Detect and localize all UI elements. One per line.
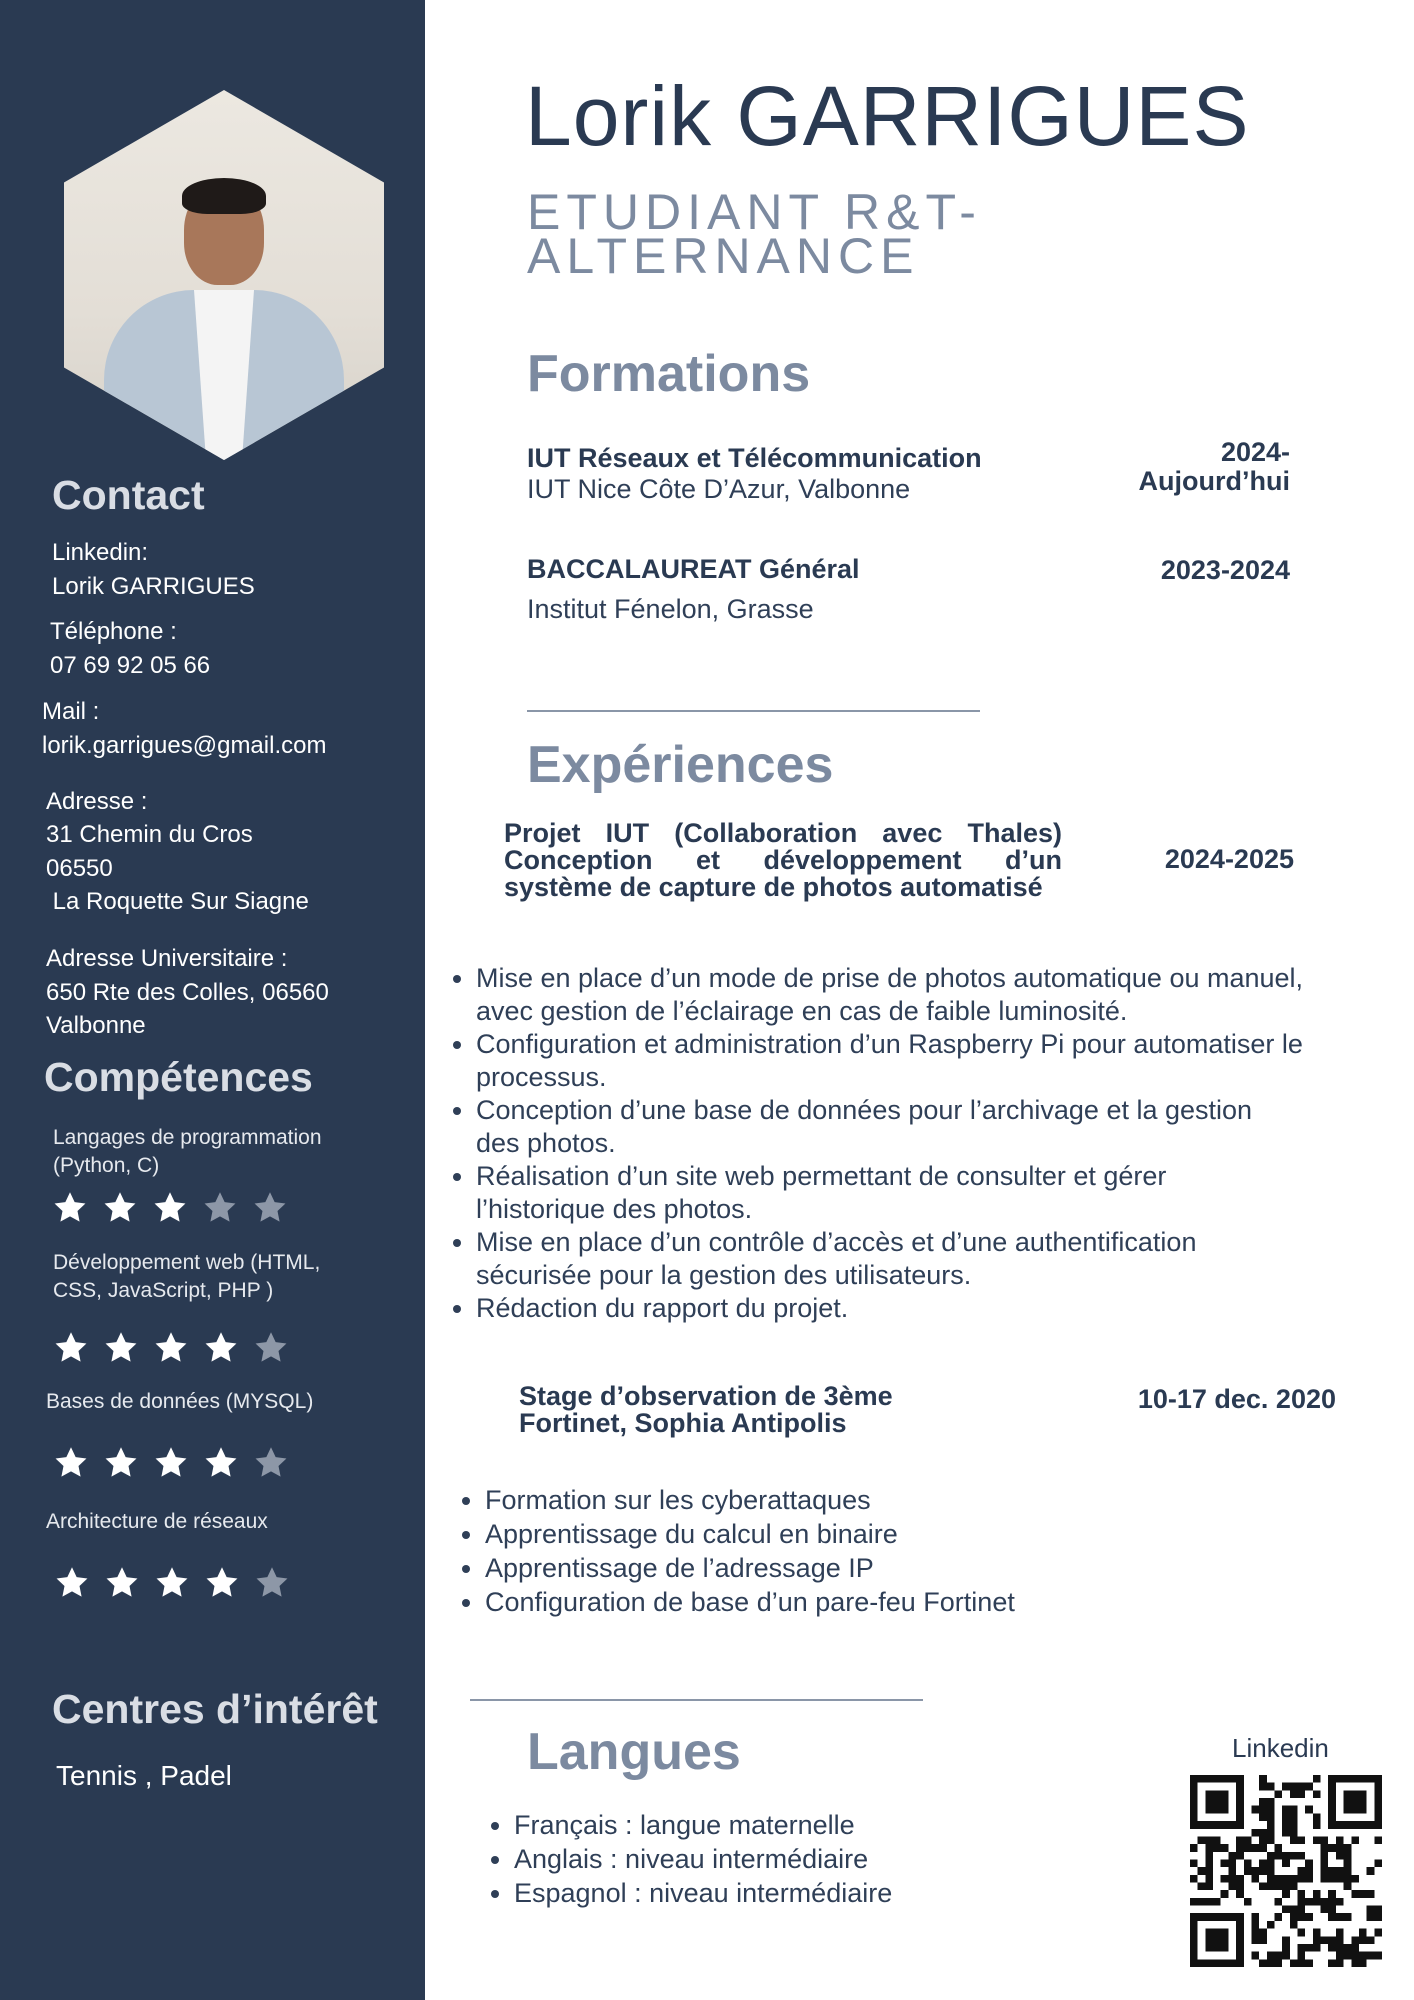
list-item: • Formation sur les cyberattaques <box>485 1483 1185 1517</box>
star-filled-icon <box>154 1565 190 1601</box>
mail-label: Mail : <box>42 698 100 725</box>
section-divider <box>527 710 980 712</box>
formation-date: 2024- Aujourd’hui <box>1138 437 1290 496</box>
skill-rating <box>53 1445 289 1481</box>
star-empty-icon <box>253 1330 289 1366</box>
skill-label: Langages de programmation (Python, C) <box>53 1126 322 1177</box>
star-empty-icon <box>252 1190 288 1226</box>
skills-title: Compétences <box>44 1054 313 1100</box>
project-date: 2024-2025 <box>1164 844 1294 874</box>
star-empty-icon <box>254 1565 290 1601</box>
formations-title: Formations <box>527 345 811 403</box>
skill-rating <box>54 1565 290 1601</box>
star-filled-icon <box>203 1445 239 1481</box>
uni-address-label: Adresse Universitaire : <box>46 945 288 972</box>
phone-value[interactable]: 07 69 92 05 66 <box>50 652 211 679</box>
list-item: • Apprentissage du calcul en binaire <box>485 1517 1185 1551</box>
linkedin-value[interactable]: Lorik GARRIGUES <box>52 573 255 600</box>
list-item: • Français : langue maternelle <box>514 1808 1014 1842</box>
internship-bullets <box>485 1483 1185 1619</box>
address-label: Adresse : <box>46 788 148 815</box>
formation-degree: IUT Réseaux et Télécommunication <box>527 443 982 473</box>
star-filled-icon <box>103 1445 139 1481</box>
star-filled-icon <box>152 1190 188 1226</box>
star-filled-icon <box>204 1565 240 1601</box>
list-item: • Mise en place d’un mode de prise de photos automatique ou manuel, avec gestion de l’éclairage en cas de faible luminosité. <box>476 962 1356 1028</box>
profile-photo <box>64 90 384 460</box>
skill-label: Architecture de réseaux <box>46 1510 268 1533</box>
candidate-name: Lorik GARRIGUES <box>525 69 1250 163</box>
phone-label: Téléphone : <box>50 618 177 645</box>
list-item: • Espagnol : niveau intermédiaire <box>514 1876 1014 1910</box>
star-filled-icon <box>52 1190 88 1226</box>
skill-label: Développement web (HTML, CSS, JavaScript, PHP ) <box>53 1251 321 1302</box>
job-title: ETUDIANT R&T- ALTERNANCE <box>527 184 982 284</box>
uni-address-line2: Valbonne <box>46 1012 146 1039</box>
contact-title: Contact <box>52 472 205 518</box>
list-item: • Configuration de base d’un pare-feu Fortinet <box>485 1585 1185 1619</box>
project-bullets <box>476 962 1356 1325</box>
address-line1: 31 Chemin du Cros <box>46 821 253 848</box>
address-line2: 06550 <box>46 855 113 882</box>
star-filled-icon <box>102 1190 138 1226</box>
languages-title: Langues <box>527 1723 741 1781</box>
internship-date: 10-17 dec. 2020 <box>1137 1384 1336 1414</box>
star-filled-icon <box>153 1330 189 1366</box>
interests-title: Centres d’intérêt <box>52 1686 378 1732</box>
list-item: • Anglais : niveau intermédiaire <box>514 1842 1014 1876</box>
formation-date: 2023-2024 <box>1160 555 1290 585</box>
list-item: • Apprentissage de l’adressage IP <box>485 1551 1185 1585</box>
project-title: Projet IUT (Collaboration avec Thales) Conception et développement d’un système de capture de photos automatisé <box>504 818 1062 902</box>
address-line3: La Roquette Sur Siagne <box>46 888 309 915</box>
star-filled-icon <box>53 1330 89 1366</box>
linkedin-qr-code[interactable] <box>1190 1775 1382 1967</box>
star-empty-icon <box>253 1445 289 1481</box>
list-item: • Configuration et administration d’un Raspberry Pi pour automatiser le processus. <box>476 1028 1356 1094</box>
star-filled-icon <box>103 1330 139 1366</box>
star-filled-icon <box>54 1565 90 1601</box>
list-item: • Réalisation d’un site web permettant de consulter et gérer l’historique des photos. <box>476 1160 1356 1226</box>
star-filled-icon <box>153 1445 189 1481</box>
skill-rating <box>52 1190 288 1226</box>
list-item: • Conception d’une base de données pour l’archivage et la gestion des photos. <box>476 1094 1356 1160</box>
star-filled-icon <box>53 1445 89 1481</box>
skill-rating <box>53 1330 289 1366</box>
qr-label: Linkedin <box>1232 1733 1329 1763</box>
skill-label: Bases de données (MYSQL) <box>46 1390 314 1413</box>
uni-address-line1: 650 Rte des Colles, 06560 <box>46 979 329 1006</box>
star-filled-icon <box>203 1330 239 1366</box>
linkedin-label: Linkedin: <box>52 539 149 566</box>
star-empty-icon <box>202 1190 238 1226</box>
languages-list <box>514 1808 1014 1910</box>
mail-value[interactable]: lorik.garrigues@gmail.com <box>42 732 327 759</box>
experiences-title: Expériences <box>527 736 834 794</box>
internship-title: Stage d’observation de 3ème Fortinet, Sophia Antipolis <box>519 1381 893 1438</box>
star-filled-icon <box>104 1565 140 1601</box>
list-item: • Mise en place d’un contrôle d’accès et d’une authentification sécurisée pour la gestion des utilisateurs. <box>476 1226 1356 1292</box>
formation-degree: BACCALAUREAT Général <box>527 554 860 584</box>
section-divider <box>470 1699 923 1701</box>
interests-value: Tennis , Padel <box>56 1760 232 1791</box>
sidebar <box>0 0 425 2000</box>
formation-school: IUT Nice Côte D’Azur, Valbonne <box>527 474 911 504</box>
formation-school: Institut Fénelon, Grasse <box>527 594 814 624</box>
list-item: • Rédaction du rapport du projet. <box>476 1292 1356 1325</box>
